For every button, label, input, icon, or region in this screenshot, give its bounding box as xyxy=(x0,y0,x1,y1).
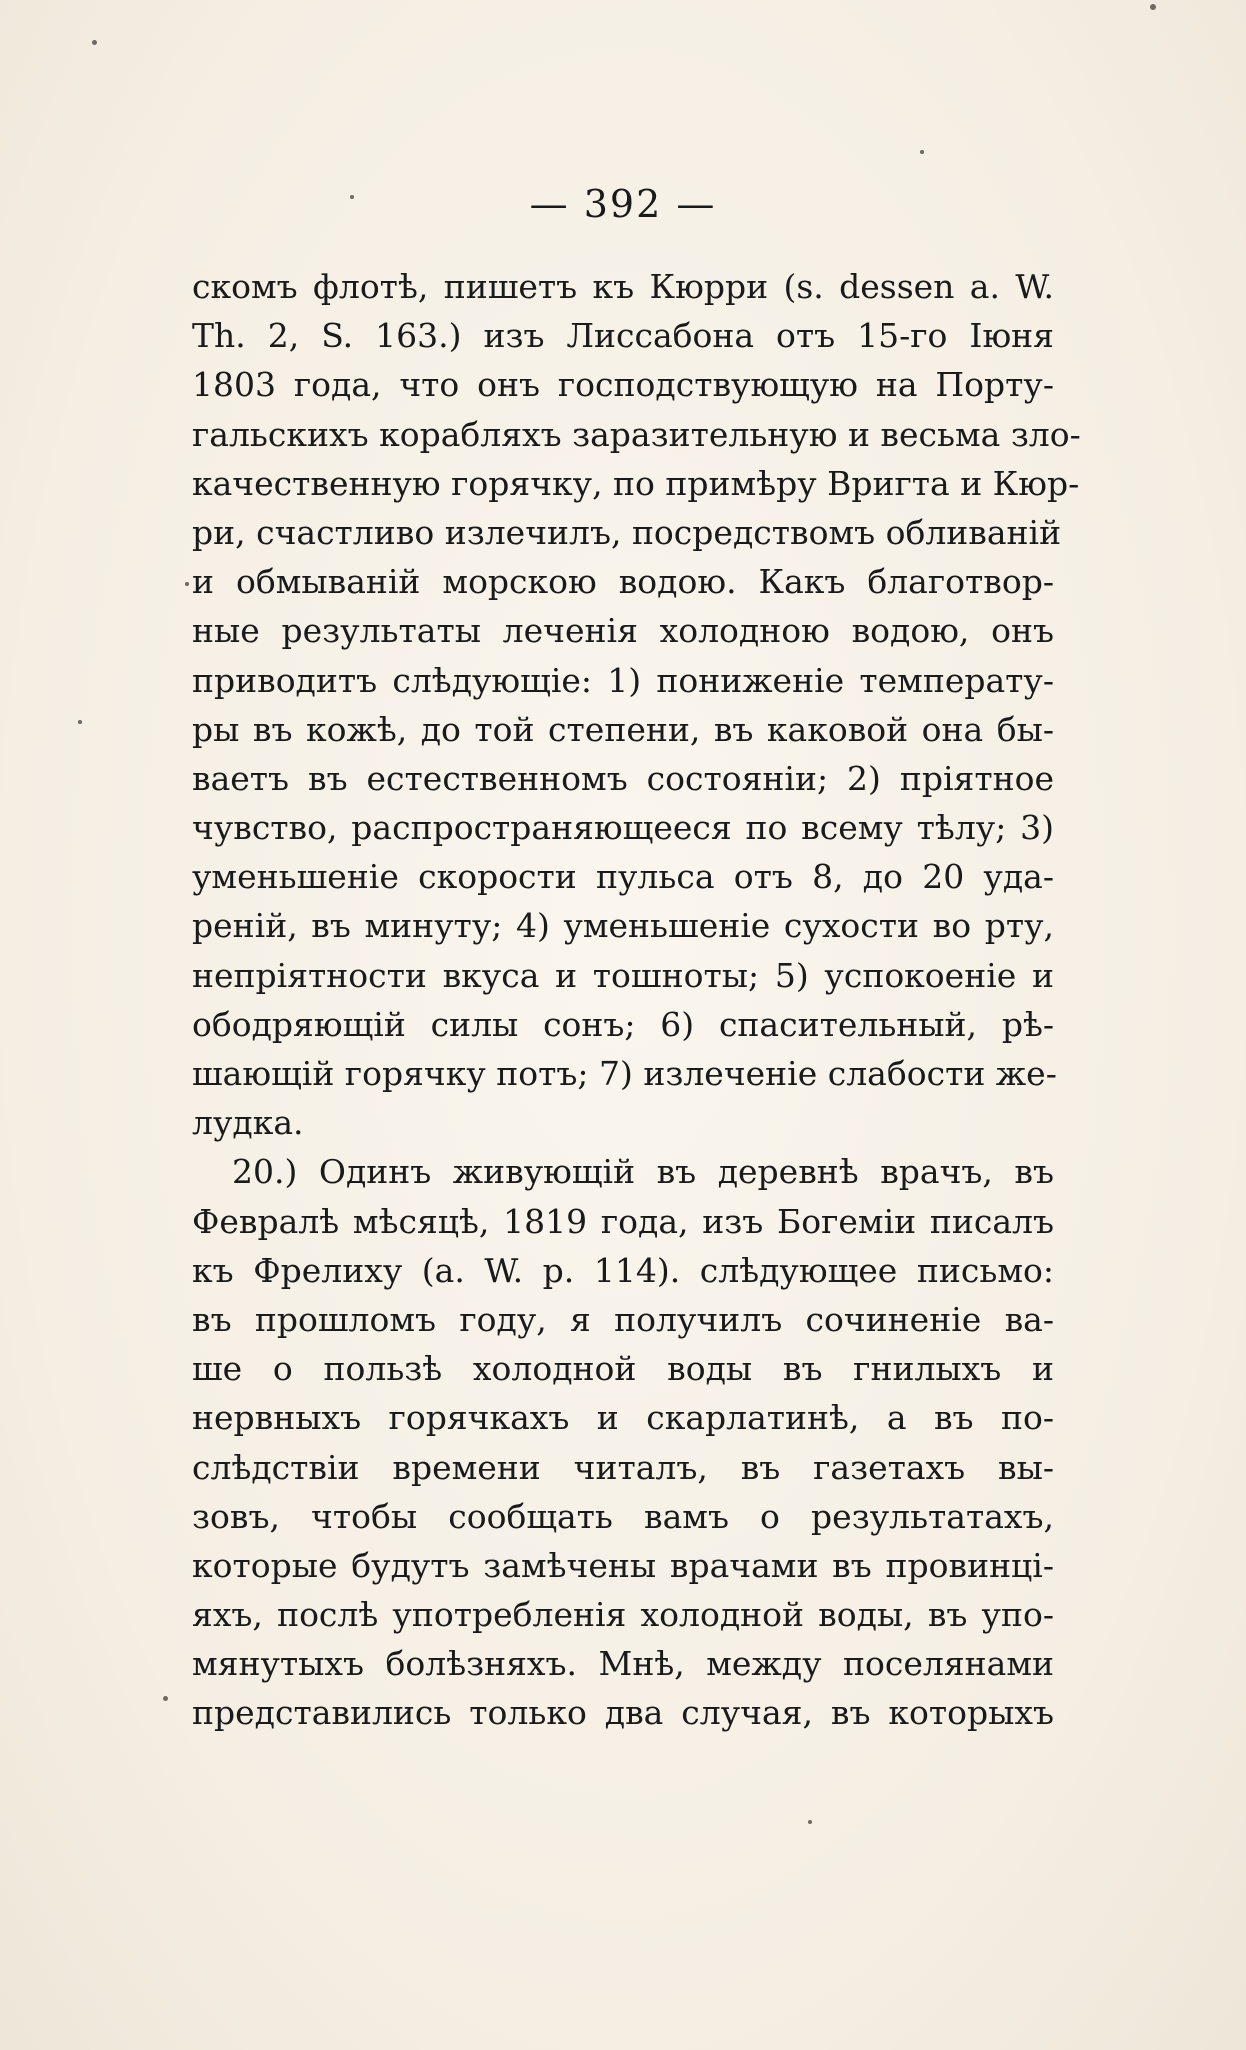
text-line: уменьшеніе скорости пульса отъ 8, до 20 уда- xyxy=(192,857,1054,897)
text-line: чувство, распространяющееся по всему тѣлу; 3) xyxy=(192,808,1054,848)
text-line: представились только два случая, въ которыхъ xyxy=(192,1693,1054,1733)
text-line: Th. 2, S. 163.) изъ Лиссабона отъ 15-го Іюня xyxy=(192,316,1054,356)
text-line: гальскихъ корабляхъ заразительную и весьма зло- xyxy=(192,414,1081,454)
text-line: которые будутъ замѣчены врачами въ провинці- xyxy=(192,1545,1054,1585)
text-line: шающій горячку потъ; 7) излеченіе слабости же- xyxy=(192,1054,1057,1093)
paper-speck xyxy=(1150,4,1156,10)
text-line: качественную горячку, по примѣру Вригта и Кюр- xyxy=(192,463,1080,503)
text-line: ные результаты леченія холодною водою, онъ xyxy=(192,611,1054,651)
paper-speck xyxy=(92,40,97,45)
text-line: непріятности вкуса и тошноты; 5) успокоеніе и xyxy=(192,955,1054,995)
body-text xyxy=(192,262,1081,1738)
text-line: 1803 года, что онъ господствующую на Порту- xyxy=(192,365,1054,405)
text-line: яхъ, послѣ употребленія холодной воды, въ упо- xyxy=(192,1595,1054,1635)
text-line: зовъ, чтобы сообщать вамъ о результатахъ, xyxy=(192,1496,1054,1536)
text-line: ри, счастливо излечилъ, посредствомъ обливаній xyxy=(192,512,1062,552)
paragraph xyxy=(192,1147,1054,1737)
text-line: ободряющій силы сонъ; 6) спасительный, рѣ- xyxy=(192,1004,1054,1044)
text-line: 20.) Одинъ живующій въ деревнѣ врачъ, въ xyxy=(232,1152,1054,1192)
text-line: въ прошломъ году, я получилъ сочиненіе ва- xyxy=(192,1299,1054,1339)
paper-speck xyxy=(808,1820,812,1824)
text-line: лудка. xyxy=(192,1103,304,1143)
paper-speck xyxy=(185,582,189,586)
paper-speck xyxy=(920,150,924,154)
text-line: ше о пользѣ холодной воды въ гнилыхъ и xyxy=(192,1349,1054,1389)
text-line: скомъ флотѣ, пишетъ къ Кюрри (s. dessen a. W. xyxy=(192,267,1054,306)
text-line: Февралѣ мѣсяцѣ, 1819 года, изъ Богеміи писалъ xyxy=(192,1201,1054,1241)
paper-speck xyxy=(78,720,82,724)
text-line: къ Фрелиху (a. W. p. 114). слѣдующее письмо: xyxy=(192,1250,1054,1290)
text-line: мянутыхъ болѣзняхъ. Мнѣ, между поселянами xyxy=(192,1644,1054,1684)
text-line: и обмыванiй морскою водою. Какъ благотвор- xyxy=(192,562,1054,602)
text-line: ры въ кожѣ, до той степени, въ каковой она бы- xyxy=(192,709,1054,749)
paper-speck xyxy=(163,1696,168,1701)
page-number: — 392 — xyxy=(529,182,717,226)
text-line: реній, въ минуту; 4) уменьшеніе сухости во рту, xyxy=(192,906,1054,946)
text-line: ваетъ въ естественномъ состояніи; 2) пріятное xyxy=(192,758,1054,798)
text-line: нервныхъ горячкахъ и скарлатинѣ, а въ по- xyxy=(192,1398,1054,1438)
text-line: приводитъ слѣдующіе: 1) пониженіе температу- xyxy=(192,660,1054,700)
text-line: слѣдствіи времени читалъ, въ газетахъ вы- xyxy=(192,1447,1054,1487)
paragraph xyxy=(192,262,1081,1147)
